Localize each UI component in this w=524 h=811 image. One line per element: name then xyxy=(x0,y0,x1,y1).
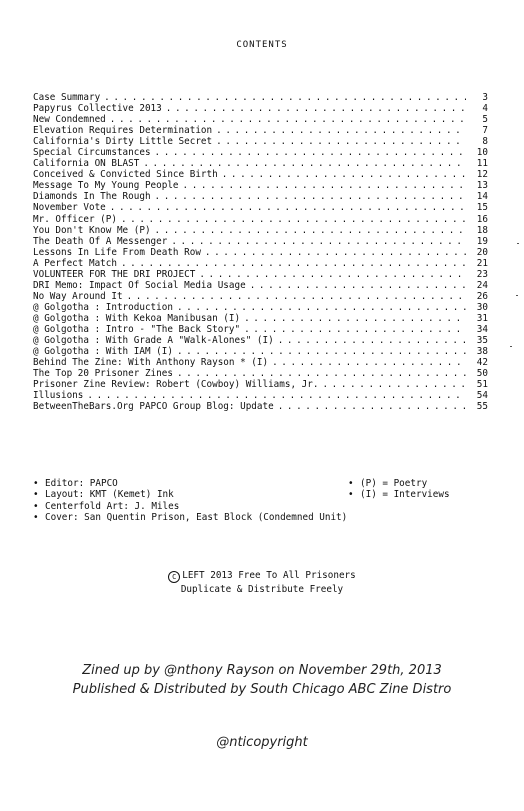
toc-entry xyxy=(33,357,488,368)
bullet-icon: • xyxy=(348,478,354,489)
toc-entry-title: @ Golgotha : With Kekoa Manibusan (I) xyxy=(33,312,241,324)
toc-entry xyxy=(33,291,488,302)
toc-entry-title: November Vote xyxy=(33,202,106,214)
toc-entry-page: 31 xyxy=(476,312,488,324)
published-by-line: Published & Distributed by South Chicago ABC Zine Distro xyxy=(72,682,452,697)
toc-dot-leader xyxy=(121,214,466,225)
toc-entry-page: 11 xyxy=(476,158,488,170)
toc-dot-leader xyxy=(104,92,466,103)
toc-entry xyxy=(33,103,488,114)
zined-by-line: Zined up by @nthony Rayson on November 29th, 2013 xyxy=(82,663,442,678)
toc-entry-title: @ Golgotha : Intro - "The Back Story" xyxy=(33,323,241,335)
toc-entry xyxy=(33,136,488,147)
bullet-icon: • xyxy=(33,478,39,489)
toc-entry-page: 5 xyxy=(482,114,488,126)
toc-entry-title: @ Golgotha : Introduction xyxy=(33,301,173,313)
toc-entry xyxy=(33,169,488,180)
toc-dot-leader xyxy=(216,125,466,136)
toc-entry-page: 42 xyxy=(476,357,488,369)
toc-entry-page: 51 xyxy=(476,379,488,391)
toc-entry-title: VOLUNTEER FOR THE DRI PROJECT xyxy=(33,268,196,280)
bullet-icon: • xyxy=(33,500,39,512)
toc-entry xyxy=(33,346,488,357)
toc-entry-page: 20 xyxy=(476,246,488,258)
toc-entry-page: 23 xyxy=(476,268,488,280)
toc-entry xyxy=(33,158,488,169)
toc-entry xyxy=(33,390,488,401)
toc-entry-page: 54 xyxy=(476,390,488,402)
copyleft-notice xyxy=(0,569,524,597)
toc-dot-leader xyxy=(278,401,466,412)
toc-entry xyxy=(33,191,488,202)
toc-entry-title: Prisoner Zine Review: Robert (Cowboy) Williams, Jr. xyxy=(33,379,319,391)
toc-entry-title: Elevation Requires Determination xyxy=(33,125,213,137)
bullet-icon: • xyxy=(33,511,39,523)
toc-entry-title: Illusions xyxy=(33,390,84,402)
toc-entry-page: 8 xyxy=(482,136,488,148)
toc-entry xyxy=(33,114,488,125)
bullet-icon: • xyxy=(348,489,354,501)
toc-entry-page: 55 xyxy=(476,401,488,413)
toc-entry xyxy=(33,335,488,346)
toc-dot-leader xyxy=(244,313,466,324)
toc-dot-leader xyxy=(143,158,466,169)
toc-entry-page: 21 xyxy=(476,257,488,269)
toc-entry-page: 26 xyxy=(476,290,488,302)
toc-dot-leader xyxy=(183,180,466,191)
toc-entry-title: @ Golgotha : With IAM (I) xyxy=(33,346,173,358)
toc-dot-leader xyxy=(250,280,466,291)
editor-credit: Editor: PAPCO xyxy=(45,478,118,489)
toc-entry xyxy=(33,225,488,236)
toc-entry xyxy=(33,302,488,313)
toc-entry-title: BetweenTheBars.Org PAPCO Group Blog: Update xyxy=(33,401,274,413)
toc-dot-leader xyxy=(121,258,466,269)
toc-entry-title: Behind The Zine: With Anthony Rayson * (I) xyxy=(33,357,269,369)
layout-credit: Layout: KMT (Kemet) Ink xyxy=(45,489,174,501)
toc-entry-page: 18 xyxy=(476,224,488,236)
toc-entry xyxy=(33,125,488,136)
toc-dot-leader xyxy=(171,236,466,247)
toc-dot-leader xyxy=(177,346,466,357)
toc-dot-leader xyxy=(155,191,466,202)
bullet-icon: • xyxy=(33,489,39,501)
copyleft-icon: C xyxy=(168,571,180,583)
toc-entry-page: 15 xyxy=(476,202,488,214)
toc-entry-title: The Death Of A Messenger xyxy=(33,235,168,247)
toc-entry xyxy=(33,92,488,103)
toc-entry-page: 34 xyxy=(476,323,488,335)
scan-speck xyxy=(517,243,519,244)
toc-entry xyxy=(33,214,488,225)
toc-entry-page: 3 xyxy=(482,92,488,103)
toc-dot-leader xyxy=(216,136,466,147)
credit-row xyxy=(33,501,493,512)
poetry-legend: (P) = Poetry xyxy=(360,478,428,489)
toc-entry-title: Mr. Officer (P) xyxy=(33,213,117,225)
credit-row xyxy=(33,478,493,489)
toc-entry-page: 38 xyxy=(476,346,488,358)
toc-dot-leader xyxy=(155,225,466,236)
toc-entry-page: 14 xyxy=(476,191,488,203)
toc-entry xyxy=(33,202,488,213)
toc-entry xyxy=(33,368,488,379)
toc-entry xyxy=(33,324,488,335)
toc-entry xyxy=(33,247,488,258)
toc-dot-leader xyxy=(110,202,466,213)
distribution-note xyxy=(0,661,524,699)
toc-entry xyxy=(33,180,488,191)
toc-entry-page: 16 xyxy=(476,213,488,225)
toc-dot-leader xyxy=(205,247,466,258)
toc-entry-title: Case Summary xyxy=(33,92,101,103)
toc-entry-title: The Top 20 Prisoner Zines xyxy=(33,368,173,380)
toc-entry-title: You Don't Know Me (P) xyxy=(33,224,151,236)
toc-entry-title: California ON BLAST xyxy=(33,158,140,170)
copyleft-line-1: LEFT 2013 Free To All Prisoners xyxy=(182,570,356,581)
toc-entry-page: 30 xyxy=(476,301,488,313)
toc-dot-leader xyxy=(322,379,466,390)
toc-entry-title: Lessons In Life From Death Row xyxy=(33,246,201,258)
toc-dot-leader xyxy=(278,335,466,346)
toc-entry-title: @ Golgotha : With Grade A "Walk-Alones" (I) xyxy=(33,335,274,347)
toc-entry-title: Conceived & Convicted Since Birth xyxy=(33,169,218,181)
scan-speck xyxy=(516,295,518,296)
toc-entry-title: California's Dirty Little Secret xyxy=(33,136,213,148)
toc-entry-page: 19 xyxy=(476,235,488,247)
toc-entry xyxy=(33,401,488,412)
toc-entry xyxy=(33,280,488,291)
toc-entry-page: 12 xyxy=(476,169,488,181)
toc-dot-leader xyxy=(155,147,466,158)
toc-entry xyxy=(33,269,488,280)
toc-entry xyxy=(33,147,488,158)
toc-dot-leader xyxy=(272,357,466,368)
toc-entry xyxy=(33,236,488,247)
toc-entry-page: 35 xyxy=(476,335,488,347)
credit-row xyxy=(33,512,493,523)
toc-entry-title: Papyrus Collective 2013 xyxy=(33,103,162,115)
page-title: CONTENTS xyxy=(236,40,288,50)
toc-entry-title: Special Circumstances xyxy=(33,147,151,159)
scan-speck xyxy=(510,346,512,347)
toc-entry xyxy=(33,313,488,324)
toc-dot-leader xyxy=(127,291,466,302)
toc-entry xyxy=(33,258,488,269)
toc-entry-title: A Perfect Match xyxy=(33,257,117,269)
toc-dot-leader xyxy=(177,302,466,313)
cover-credit: Cover: San Quentin Prison, East Block (Condemned Unit) xyxy=(45,511,348,523)
toc-dot-leader xyxy=(166,103,466,114)
toc-entry xyxy=(33,379,488,390)
toc-dot-leader xyxy=(222,169,466,180)
toc-entry-title: No Way Around It xyxy=(33,290,123,302)
toc-entry-page: 7 xyxy=(482,125,488,137)
toc-entry-page: 10 xyxy=(476,147,488,159)
credit-row xyxy=(33,489,493,500)
toc-entry-page: 24 xyxy=(476,279,488,291)
anticopyright-text: @nticopyright xyxy=(216,735,308,750)
toc-entry-page: 13 xyxy=(476,180,488,192)
credits-block xyxy=(33,478,493,523)
toc-entry-title: Diamonds In The Rough xyxy=(33,191,151,203)
toc-entry-page: 4 xyxy=(482,103,488,115)
toc-entry-title: Message To My Young People xyxy=(33,180,179,192)
toc-dot-leader xyxy=(177,368,466,379)
toc-dot-leader xyxy=(110,114,466,125)
centerfold-credit: Centerfold Art: J. Miles xyxy=(45,500,180,512)
toc-dot-leader xyxy=(87,390,466,401)
toc-entry-title: New Condemned xyxy=(33,114,106,126)
interviews-legend: (I) = Interviews xyxy=(360,489,450,501)
toc-dot-leader xyxy=(244,324,466,335)
copyleft-line-2: Duplicate & Distribute Freely xyxy=(180,584,344,595)
toc-dot-leader xyxy=(199,269,466,280)
toc-entry-title: DRI Memo: Impact Of Social Media Usage xyxy=(33,279,246,291)
table-of-contents xyxy=(33,92,488,412)
toc-entry-page: 50 xyxy=(476,368,488,380)
